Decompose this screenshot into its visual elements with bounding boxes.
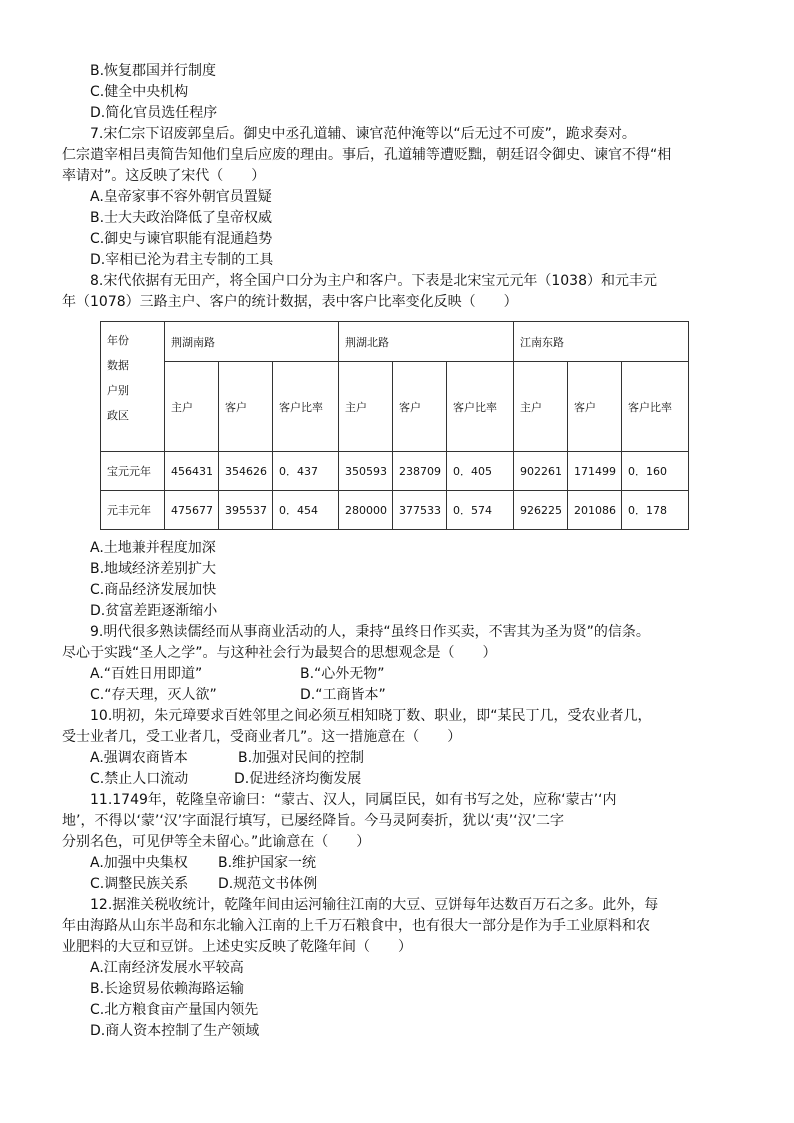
table-cell: 238709 xyxy=(393,452,447,491)
q8-option-a: A.土地兼并程度加深 xyxy=(90,540,216,556)
q7-option-d: D.宰相已沦为君主专制的工具 xyxy=(90,252,274,268)
q11-stem-line2: 地’，不得以‘蒙’‘汉’字面混行填写，已屡经降旨。今马灵阿奏折，犹以‘夷’‘汉’二字 xyxy=(62,813,565,829)
q12-stem-line3: 业肥料的大豆和豆饼。上述史实反映了乾隆年间（ ） xyxy=(62,939,412,955)
region-header-hubei: 荆湖北路 xyxy=(339,322,514,362)
table-cell: 456431 xyxy=(165,452,219,491)
subheader-guest-ratio: 客户比率 xyxy=(273,362,339,452)
q10-option-b: B.加强对民间的控制 xyxy=(238,750,365,766)
subheader-main-household: 主户 xyxy=(165,362,219,452)
q8-option-c: C.商品经济发展加快 xyxy=(90,582,217,598)
q9-stem-line2: 尽心于实践“圣人之学”。与这种社会行为最契合的思想观念是（ ） xyxy=(62,645,497,661)
q9-stem-line1: 9.明代很多熟读儒经而从事商业活动的人，秉持“虽终日作买卖，不害其为圣为贤”的信条。 xyxy=(90,624,650,640)
q7-stem-line1: 7.宋仁宗下诏废郭皇后。御史中丞孔道辅、谏官范仲淹等以“后无过不可废”，跪求奏对。 xyxy=(90,126,636,142)
table-cell: 354626 xyxy=(219,452,273,491)
row-label: 元丰元年 xyxy=(101,491,165,530)
table-cell: 280000 xyxy=(339,491,393,530)
q9-option-b: B.“心外无物” xyxy=(300,666,385,682)
table-cell: 475677 xyxy=(165,491,219,530)
q8-stem-line2: 年（1078）三路主户、客户的统计数据，表中客户比率变化反映（ ） xyxy=(62,294,518,310)
q12-option-c: C.北方粮食亩产量国内领先 xyxy=(90,1002,259,1018)
q7-stem-line3: 率请对”。这反映了宋代（ ） xyxy=(62,168,266,184)
table-cell: 0．178 xyxy=(622,491,689,530)
subheader-main-household: 主户 xyxy=(339,362,393,452)
q8-stem-line1: 8.宋代依据有无田产，将全国户口分为主户和客户。下表是北宋宝元元年（1038）和元丰元 xyxy=(90,273,657,289)
q6-option-c: C.健全中央机构 xyxy=(90,84,189,100)
q10-option-c: C.禁止人口流动 xyxy=(90,771,189,787)
table-cell: 926225 xyxy=(514,491,568,530)
region-header-hunan: 荆湖南路 xyxy=(165,322,339,362)
subheader-guest-household: 客户 xyxy=(393,362,447,452)
table-cell: 902261 xyxy=(514,452,568,491)
table-cell: 350593 xyxy=(339,452,393,491)
row-label: 宝元元年 xyxy=(101,452,165,491)
q10-stem-line1: 10.明初，朱元璋要求百姓邻里之间必须互相知晓丁数、职业，即“某民丁几，受农业者几， xyxy=(90,708,652,724)
table-cell: 0．160 xyxy=(622,452,689,491)
q6-option-d: D.简化官员选任程序 xyxy=(90,105,218,121)
q7-option-c: C.御史与谏官职能有混通趋势 xyxy=(90,231,273,247)
table-corner-header xyxy=(101,322,165,452)
subheader-guest-ratio: 客户比率 xyxy=(447,362,514,452)
q6-option-b: B.恢复郡国并行制度 xyxy=(90,63,217,79)
q10-option-d: D.促进经济均衡发展 xyxy=(234,771,362,787)
table-row xyxy=(101,491,689,530)
q12-option-a: A.江南经济发展水平较高 xyxy=(90,960,244,976)
q7-option-b: B.士大夫政治降低了皇帝权威 xyxy=(90,210,273,226)
table-cell: 171499 xyxy=(568,452,622,491)
subheader-guest-ratio: 客户比率 xyxy=(622,362,689,452)
table-row xyxy=(101,452,689,491)
table-cell: 0．574 xyxy=(447,491,514,530)
subheader-guest-household: 客户 xyxy=(219,362,273,452)
q12-stem-line2: 年由海路从山东半岛和东北输入江南的上千万石粮食中，也有很大一部分是作为手工业原料和农 xyxy=(62,918,650,934)
table-cell: 201086 xyxy=(568,491,622,530)
q11-option-b: B.维护国家一统 xyxy=(218,855,317,871)
q11-option-a: A.加强中央集权 xyxy=(90,855,188,871)
q11-stem-line3: 分别名色，可见伊等全未留心。”此谕意在（ ） xyxy=(62,834,371,850)
q10-option-a: A.强调农商皆本 xyxy=(90,750,188,766)
q12-option-d: D.商人资本控制了生产领域 xyxy=(90,1023,260,1039)
q10-stem-line2: 受士业者几，受工业者几，受商业者几”。这一措施意在（ ） xyxy=(62,729,462,745)
table-cell: 377533 xyxy=(393,491,447,530)
q9-option-c: C.“存天理，灭人欲” xyxy=(90,687,217,703)
corner-label-region: 政区 xyxy=(107,409,129,422)
table-cell: 0．437 xyxy=(273,452,339,491)
q7-stem-line2: 仁宗遣宰相吕夷简告知他们皇后应废的理由。事后，孔道辅等遭贬黜，朝廷诏令御史、谏官不得“相 xyxy=(62,147,672,163)
table-cell: 0．454 xyxy=(273,491,339,530)
q11-stem-line1: 11.1749年，乾隆皇帝谕曰：“蒙古、汉人，同属臣民，如有书写之处，应称‘蒙古’‘内 xyxy=(90,792,617,808)
table-cell: 0．405 xyxy=(447,452,514,491)
q7-option-a: A.皇帝家事不容外朝官员置疑 xyxy=(90,189,272,205)
q8-option-b: B.地域经济差别扩大 xyxy=(90,561,217,577)
subheader-main-household: 主户 xyxy=(514,362,568,452)
q8-option-d: D.贫富差距逐渐缩小 xyxy=(90,603,218,619)
corner-label-data: 数据 xyxy=(107,359,129,372)
q12-stem-line1: 12.据淮关税收统计，乾隆年间由运河输往江南的大豆、豆饼每年达数百万石之多。此外，每 xyxy=(90,897,659,913)
corner-label-household: 户别 xyxy=(107,384,129,397)
table-cell: 395537 xyxy=(219,491,273,530)
q9-option-a: A.“百姓日用即道” xyxy=(90,666,203,682)
corner-label-year: 年份 xyxy=(107,334,129,347)
q11-option-c: C.调整民族关系 xyxy=(90,876,189,892)
q11-option-d: D.规范文书体例 xyxy=(218,876,318,892)
q12-option-b: B.长途贸易依赖海路运输 xyxy=(90,981,245,997)
subheader-guest-household: 客户 xyxy=(568,362,622,452)
q9-option-d: D.“工商皆本” xyxy=(300,687,386,703)
region-header-jiangnan-east: 江南东路 xyxy=(514,322,689,362)
household-statistics-table xyxy=(100,321,689,530)
